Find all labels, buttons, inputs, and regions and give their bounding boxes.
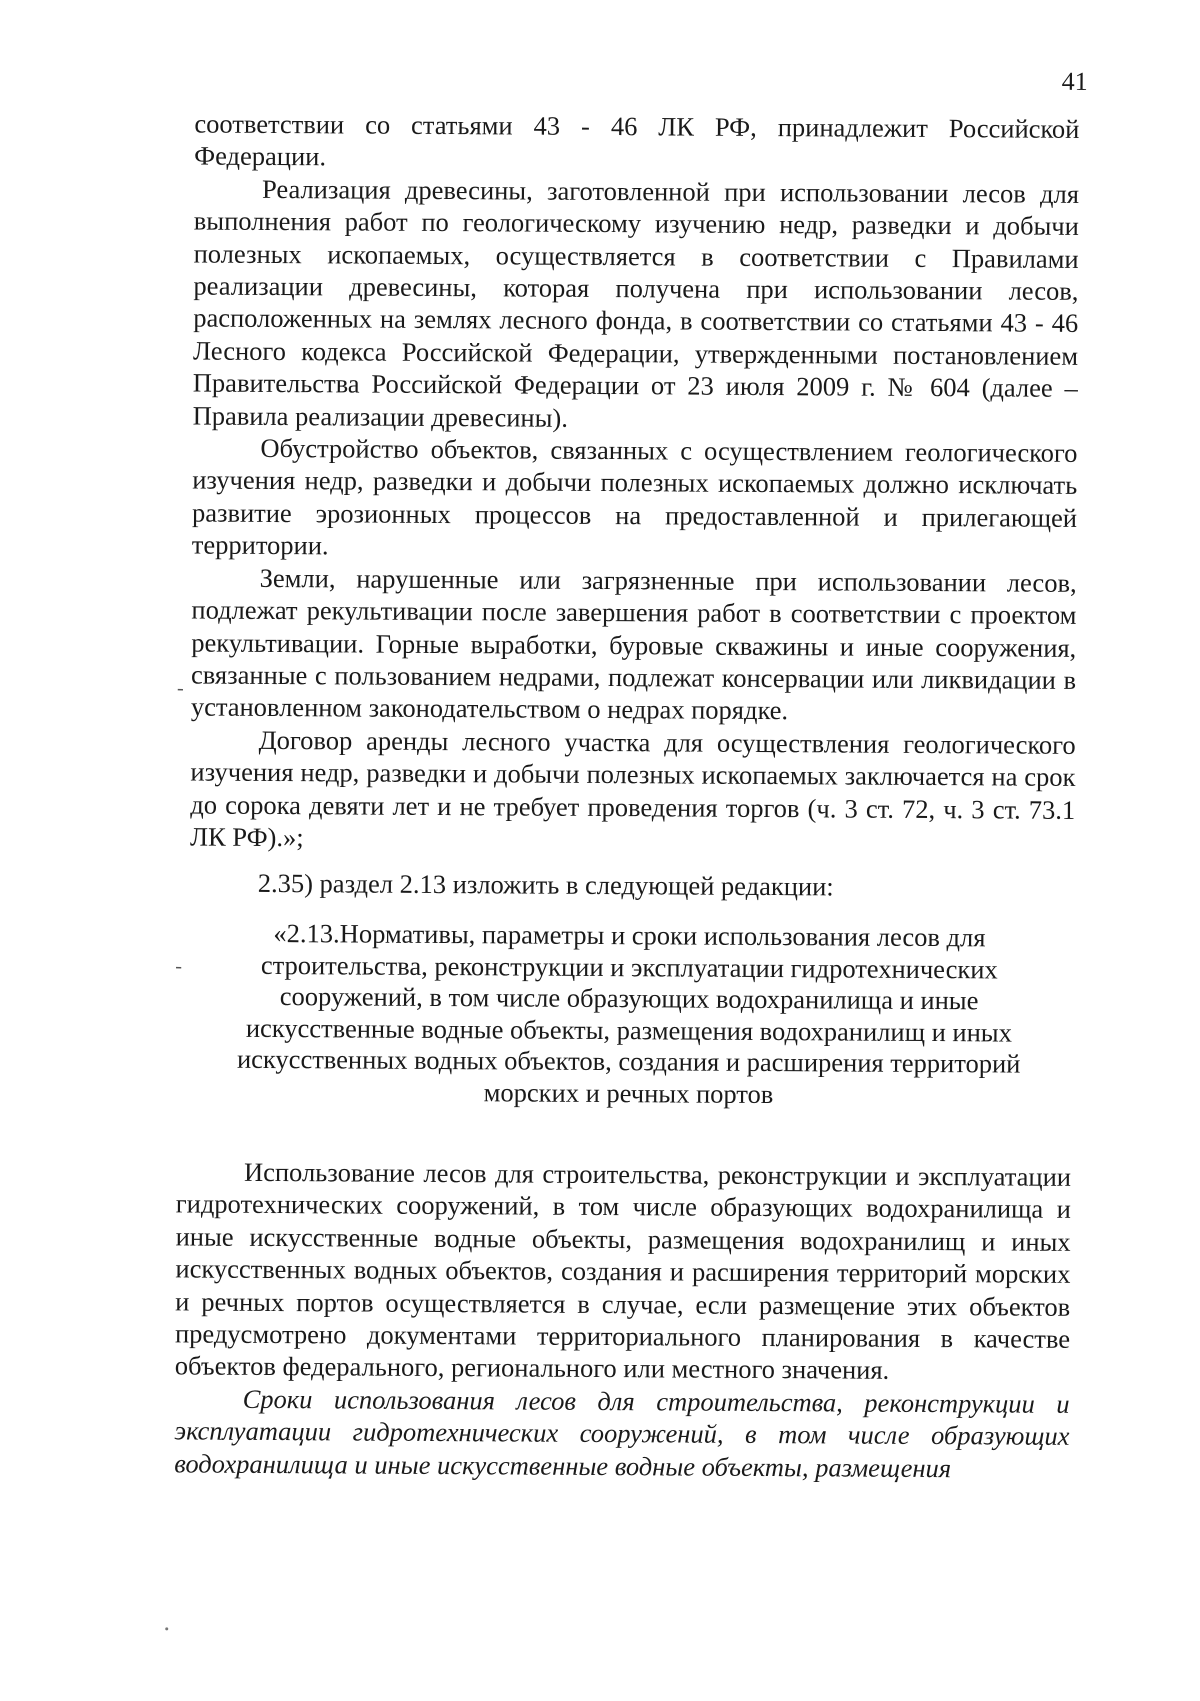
section-heading: «2.13.Нормативы, параметры и сроки использования лесов для строительства, реконструкции и эксплуатации гидротехнических сооружений, в том числе образующих водохранилища и иные искусственные водные объекты, размещения водохранилищ и иных искусственных водных объектов, создания и расширения территорий морских и речных портов: [236, 918, 1021, 1109]
page-number: 41: [1061, 66, 1088, 96]
paragraph-continuation: соответствии со статьями 43 - 46 ЛК РФ, принадлежит Российской Федерации.: [194, 108, 1080, 172]
paragraph-use-terms: Сроки использования лесов для строительства, реконструкции и эксплуатации гидротехнических сооружений, в том числе образующих водохранилища и иные искусственные водные объекты, размещения: [174, 1383, 1070, 1483]
paragraph-land-reclamation: Земли, нарушенные или загрязненные при использовании лесов, подлежат рекультивации после завершения работ в соответствии с проектом рекультивации. Горные выработки, буровые скважины и иные сооружения, связанные с пользованием недрами, подлежат консервации или ликвидации в установленном законодательством о недрах порядке.: [190, 562, 1077, 726]
paragraph-facility-arrangement: Обустройство объектов, связанных с осуществлением геологического изучения недр, разведки и добычи полезных ископаемых должно исключать развитие эрозионных процессов на предоставленной и прилегающей территории.: [191, 432, 1078, 561]
body-text-bottom: [174, 1155, 1071, 1485]
body-text-top: [190, 108, 1080, 859]
margin-mark: -: [176, 677, 184, 700]
margin-mark: -: [175, 955, 183, 978]
paragraph-lease-agreement: Договор аренды лесного участка для осуществления геологического изучения недр, разведки и добычи полезных ископаемых заключается на срок до сорока девяти лет и не требует проведения торгов (ч. 3 ст. 72, ч. 3 ст. 73.1 ЛК РФ).»;: [189, 724, 1076, 853]
paragraph-timber-sale: Реализация древесины, заготовленной при использовании лесов для выполнения работ по геологическому изучению недр, разведки и добычи полезных ископаемых, осуществляется в соответствии с Правилами реализации древесины, которая получена при использовании лесов, расположенных на землях лесного фонда, в соответствии со статьями 43 - 46 Лесного кодекса Российской Федерации, утвержденными постановлением Правительства Российской Федерации от 23 июля 2009 г. № 604 (далее – Правила реализации древесины).: [192, 173, 1080, 433]
scan-speck: [165, 1627, 168, 1630]
paragraph-forest-use: Использование лесов для строительства, реконструкции и эксплуатации гидротехнических сооружений, в том числе образующих водохранилища и иные искусственные водные объекты, размещения водохранилищ и иных искусственных водных объектов, создания и расширения территорий морских и речных портов осуществляется в случае, если размещение этих объектов предусмотрено документами территориального планирования в качестве объектов федерального, регионального или местного значения.: [174, 1156, 1072, 1386]
amendment-instruction: 2.35) раздел 2.13 изложить в следующей редакции:: [257, 867, 834, 902]
